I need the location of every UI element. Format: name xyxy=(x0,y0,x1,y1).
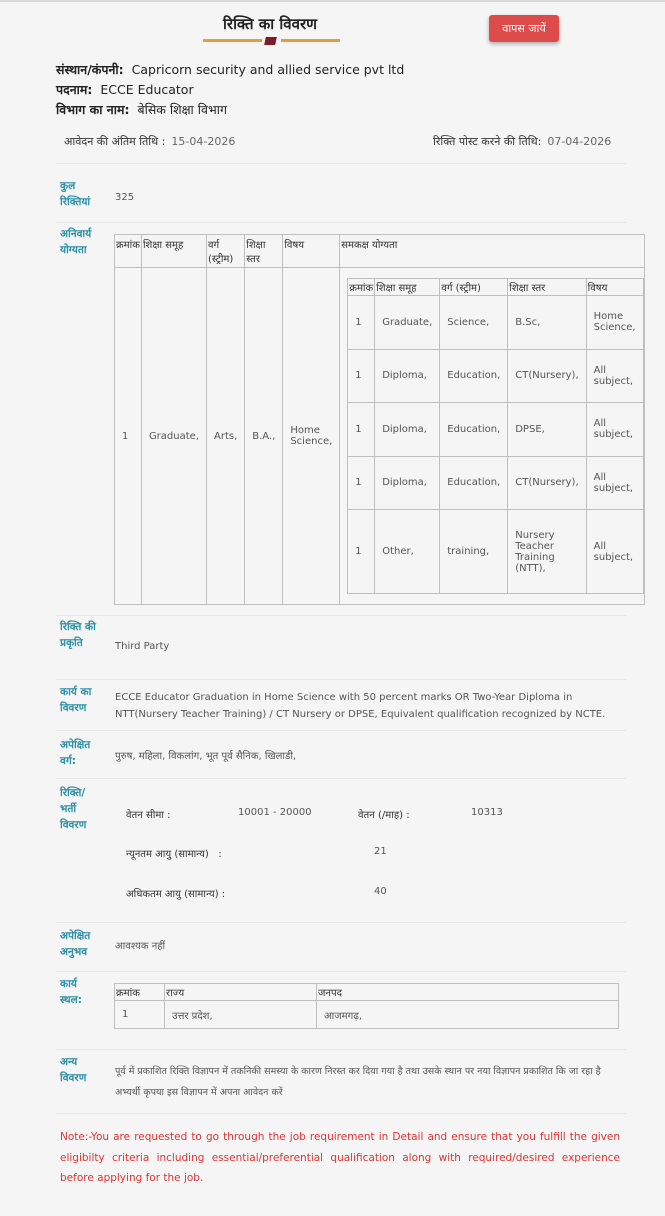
work-label: कार्य का विवरण xyxy=(60,686,92,714)
column-header: शिक्षा स्तर xyxy=(245,235,283,268)
table-cell: CT(Nursery), xyxy=(508,349,586,403)
table-cell: Education, xyxy=(440,349,508,403)
table-cell: All subject, xyxy=(586,403,643,457)
salary-month-label: वेतन (/माह) : xyxy=(358,810,410,821)
post-date-value: 07-04-2026 xyxy=(547,135,612,148)
divider xyxy=(56,163,626,164)
table-cell: उत्तर प्रदेश, xyxy=(165,1001,317,1029)
max-age-label: अधिकतम आयु (सामान्य) : xyxy=(126,889,226,900)
column-header: शिक्षा स्तर xyxy=(508,279,586,296)
qualification-table xyxy=(114,234,645,605)
post-label: पदनाम: xyxy=(56,82,93,97)
last-date-label: आवेदन की अंतिम तिथि : xyxy=(64,135,166,148)
min-age-value: 21 xyxy=(374,846,387,857)
note-text: Note:-You are requested to go through the job requirement in Detail and ensure that you fulfill the given eligibilty criteria including essential/preferential qualification along with required/desired experience before applying for the job. xyxy=(60,1131,620,1184)
table-cell: All subject, xyxy=(586,456,643,510)
table-header-row xyxy=(115,235,645,268)
min-age-label: न्यूनतम आयु (सामान्य) : xyxy=(126,849,222,860)
work-value: ECCE Educator Graduation in Home Science with 50 percent marks OR Two-Year Diploma in NTT(Nursery Teacher Training) / CT Nursery or DPSE, Equivalent qualification recognized by NCTE. xyxy=(115,692,606,720)
table-row xyxy=(115,1001,619,1029)
table-cell: 1 xyxy=(348,296,375,350)
column-header: वर्ग (स्ट्रीम) xyxy=(440,279,508,296)
divider xyxy=(56,971,626,972)
table-cell: Graduate, xyxy=(375,296,440,350)
salary-range-label: वेतन सीमा : xyxy=(126,810,171,821)
divider xyxy=(56,1113,626,1114)
experience-value: आवश्यक नहीं xyxy=(115,941,166,952)
table-header-row xyxy=(115,984,619,1001)
divider xyxy=(56,922,626,923)
table-cell: All subject, xyxy=(586,510,643,594)
table-cell: B.A., xyxy=(245,268,283,605)
table-header-row xyxy=(348,279,643,296)
divider xyxy=(56,615,626,616)
page-title: रिक्ति का विवरण xyxy=(223,15,317,33)
table-cell: Home Science, xyxy=(283,268,340,605)
table-cell: 1 xyxy=(348,510,375,594)
table-cell: 1 xyxy=(348,349,375,403)
post-value: ECCE Educator xyxy=(100,82,194,97)
table-row xyxy=(348,403,643,457)
organization-value: Capricorn security and allied service pvt ltd xyxy=(131,62,405,77)
table-cell: DPSE, xyxy=(508,403,586,457)
post-date xyxy=(433,134,611,149)
column-header: क्रमांक xyxy=(115,235,142,268)
table-row xyxy=(348,510,643,594)
table-cell: आजमगढ़, xyxy=(317,1001,619,1029)
category-label: अपेक्षित वर्ग: xyxy=(60,739,91,767)
experience-label: अपेक्षित अनुभव xyxy=(60,930,91,958)
nature-value: Third Party xyxy=(115,641,170,652)
equivalent-table xyxy=(347,278,643,594)
table-cell: Home Science, xyxy=(586,296,643,350)
column-header: राज्य xyxy=(165,984,317,1001)
vacancies-label: कुल रिक्तियां xyxy=(60,180,91,208)
table-cell: Diploma, xyxy=(375,403,440,457)
recruitment-label: रिक्ति/ भर्ती विवरण xyxy=(60,787,87,831)
table-cell: training, xyxy=(440,510,508,594)
category-value: पुरुष, महिला, विकलांग, भूत पूर्व सैनिक, खिलाडी, xyxy=(115,751,297,762)
column-header: जनपद xyxy=(317,984,619,1001)
table-cell: All subject, xyxy=(586,349,643,403)
last-date xyxy=(64,134,235,149)
organization-row xyxy=(56,61,404,78)
qualification-label: अनिवार्य योग्यता xyxy=(60,228,92,256)
top-border xyxy=(0,0,665,2)
column-header: क्रमांक xyxy=(348,279,375,296)
column-header: शिक्षा समूह xyxy=(141,235,206,268)
divider xyxy=(56,778,626,779)
divider xyxy=(56,730,626,731)
table-cell: Education, xyxy=(440,456,508,510)
location-table xyxy=(114,983,619,1029)
back-button[interactable]: वापस जायें xyxy=(489,15,559,42)
table-cell: Arts, xyxy=(207,268,245,605)
divider xyxy=(56,679,626,680)
salary-month-value: 10313 xyxy=(471,807,503,818)
table-cell: Diploma, xyxy=(375,349,440,403)
nature-label: रिक्ति की प्रकृति xyxy=(60,621,96,649)
location-label: कार्य स्थल: xyxy=(60,978,82,1006)
column-header: क्रमांक xyxy=(115,984,165,1001)
table-row xyxy=(115,268,645,605)
table-cell: Other, xyxy=(375,510,440,594)
department-label: विभाग का नाम: xyxy=(56,102,130,117)
column-header: विषय xyxy=(283,235,340,268)
column-header: समकक्ष योग्यता xyxy=(340,235,644,268)
table-row xyxy=(348,456,643,510)
column-header: वर्ग (स्ट्रीम) xyxy=(207,235,245,268)
table-cell: 1 xyxy=(348,403,375,457)
department-value: बेसिक शिक्षा विभाग xyxy=(137,102,228,117)
title-underline xyxy=(203,37,340,45)
organization-label: संस्थान/कंपनी: xyxy=(56,62,124,77)
table-cell: Education, xyxy=(440,403,508,457)
equivalent-cell xyxy=(340,268,644,605)
column-header: शिक्षा समूह xyxy=(375,279,440,296)
other-value: पूर्व में प्रकाशित रिक्ति विज्ञापन में तकनिकी समस्या के कारण निरस्त कर दिया गया है तथा उसके स्थान पर नया विज्ञापन प्रकाशित कि जा रहा है अभ्यर्थी कृपया इस विज्ञापन में अपना आवेदन करें xyxy=(115,1066,601,1098)
table-cell: 1 xyxy=(115,1001,165,1029)
divider xyxy=(56,222,626,223)
table-row xyxy=(348,296,643,350)
column-header: विषय xyxy=(586,279,643,296)
divider xyxy=(56,1049,626,1050)
last-date-value: 15-04-2026 xyxy=(171,135,236,148)
other-label: अन्य विवरण xyxy=(60,1056,87,1084)
table-cell: CT(Nursery), xyxy=(508,456,586,510)
table-cell: Nursery Teacher Training (NTT), xyxy=(508,510,586,594)
table-cell: Science, xyxy=(440,296,508,350)
table-row xyxy=(348,349,643,403)
vacancies-value: 325 xyxy=(115,192,135,203)
table-cell: B.Sc, xyxy=(508,296,586,350)
max-age-value: 40 xyxy=(374,886,387,897)
post-row xyxy=(56,81,194,98)
table-cell: Graduate, xyxy=(141,268,206,605)
table-cell: 1 xyxy=(115,268,142,605)
table-cell: Diploma, xyxy=(375,456,440,510)
salary-range-value: 10001 - 20000 xyxy=(238,807,312,818)
post-date-label: रिक्ति पोस्ट करने की तिथि: xyxy=(433,135,542,148)
table-cell: 1 xyxy=(348,456,375,510)
department-row xyxy=(56,101,227,118)
